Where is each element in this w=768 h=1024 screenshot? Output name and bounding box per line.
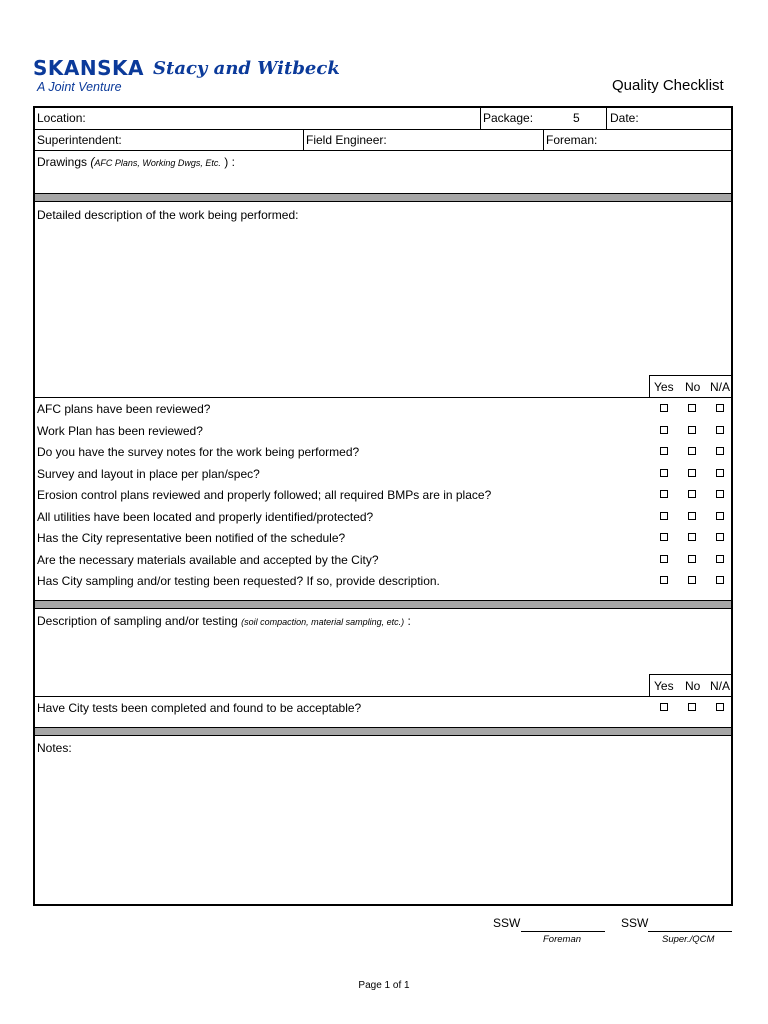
checklist-no-checkbox[interactable] — [688, 555, 696, 563]
joint-venture-label: A Joint Venture — [37, 80, 122, 94]
location-label: Location: — [37, 111, 86, 125]
date-label: Date: — [610, 111, 639, 125]
checklist-na-checkbox[interactable] — [716, 512, 724, 520]
foreman-caption: Foreman — [543, 934, 582, 945]
checklist-yes-checkbox[interactable] — [660, 576, 668, 584]
city-tests-question: Have City tests been completed and found to be acceptable? — [37, 701, 362, 715]
checklist-no-checkbox[interactable] — [688, 576, 696, 584]
ssw-foreman-label: SSW — [493, 916, 521, 930]
section-divider — [35, 193, 731, 202]
checklist-question: Work Plan has been reviewed? — [37, 423, 203, 438]
super-qcm-signature-line[interactable] — [648, 931, 732, 932]
checklist-yes-checkbox[interactable] — [660, 555, 668, 563]
drawings-label: Drawings (AFC Plans, Working Dwgs, Etc. ) : — [37, 155, 235, 169]
checklist-yes-checkbox[interactable] — [660, 490, 668, 498]
checklist-yes-checkbox[interactable] — [660, 533, 668, 541]
package-value: 5 — [573, 111, 580, 125]
checklist-no-checkbox[interactable] — [688, 512, 696, 520]
sampling-description-label: Description of sampling and/or testing (soil compaction, material sampling, etc.) : — [37, 614, 411, 628]
document-title: Quality Checklist — [612, 77, 724, 94]
city-tests-no-checkbox[interactable] — [688, 703, 696, 711]
checklist-na-checkbox[interactable] — [716, 490, 724, 498]
yes-column-header: Yes — [654, 380, 674, 394]
checklist-question: Do you have the survey notes for the work being performed? — [37, 445, 360, 459]
checklist-na-checkbox[interactable] — [716, 404, 724, 412]
checklist-na-checkbox[interactable] — [716, 469, 724, 477]
checklist-question: Erosion control plans reviewed and properly followed; all required BMPs are in place? — [37, 488, 492, 502]
super-qcm-caption: Super./QCM — [662, 934, 715, 945]
checklist-question: Are the necessary materials available and accepted by the City? — [37, 552, 379, 567]
section-divider — [35, 727, 731, 736]
checklist-yes-checkbox[interactable] — [660, 469, 668, 477]
superintendent-label: Superintendent: — [37, 133, 122, 147]
checklist-question: Has the City representative been notified of the schedule? — [37, 531, 346, 545]
yes-column-header: Yes — [654, 679, 674, 693]
foreman-label: Foreman: — [546, 133, 598, 147]
na-column-header: N/A — [710, 380, 731, 394]
checklist-form — [33, 106, 733, 906]
field-engineer-label: Field Engineer: — [306, 133, 387, 147]
checklist-na-checkbox[interactable] — [716, 447, 724, 455]
checklist-question: AFC plans have been reviewed? — [37, 402, 211, 416]
checklist-yes-checkbox[interactable] — [660, 426, 668, 434]
checklist-question: Survey and layout in place per plan/spec? — [37, 466, 260, 481]
stacy-witbeck-logo: Stacy and Witbeck — [153, 58, 340, 79]
city-tests-yes-checkbox[interactable] — [660, 703, 668, 711]
checklist-no-checkbox[interactable] — [688, 469, 696, 477]
checklist-no-checkbox[interactable] — [688, 533, 696, 541]
sampling-hint: (soil compaction, material sampling, etc.) — [241, 617, 405, 627]
checklist-no-checkbox[interactable] — [688, 426, 696, 434]
section-divider — [35, 600, 731, 609]
checklist-yes-checkbox[interactable] — [660, 404, 668, 412]
work-description-label: Detailed description of the work being performed: — [37, 208, 299, 222]
checklist-na-checkbox[interactable] — [716, 426, 724, 434]
no-column-header: No — [685, 380, 701, 394]
foreman-signature-line[interactable] — [521, 931, 605, 932]
checklist-na-checkbox[interactable] — [716, 555, 724, 563]
checklist-yes-checkbox[interactable] — [660, 447, 668, 455]
package-label: Package: — [483, 111, 534, 125]
skanska-logo: SKANSKA — [33, 56, 144, 80]
checklist-no-checkbox[interactable] — [688, 404, 696, 412]
notes-label: Notes: — [37, 741, 72, 755]
ssw-super-label: SSW — [621, 916, 649, 930]
na-column-header: N/A — [710, 679, 731, 693]
no-column-header: No — [685, 679, 701, 693]
page-number: Page 1 of 1 — [358, 980, 410, 991]
checklist-na-checkbox[interactable] — [716, 533, 724, 541]
checklist-na-checkbox[interactable] — [716, 576, 724, 584]
checklist-question: All utilities have been located and properly identified/protected? — [37, 509, 374, 524]
checklist-question: Has City sampling and/or testing been requested? If so, provide description. — [37, 574, 440, 588]
checklist-yes-checkbox[interactable] — [660, 512, 668, 520]
checklist-no-checkbox[interactable] — [688, 490, 696, 498]
checklist-no-checkbox[interactable] — [688, 447, 696, 455]
city-tests-na-checkbox[interactable] — [716, 703, 724, 711]
drawings-hint: AFC Plans, Working Dwgs, Etc. — [94, 158, 221, 168]
